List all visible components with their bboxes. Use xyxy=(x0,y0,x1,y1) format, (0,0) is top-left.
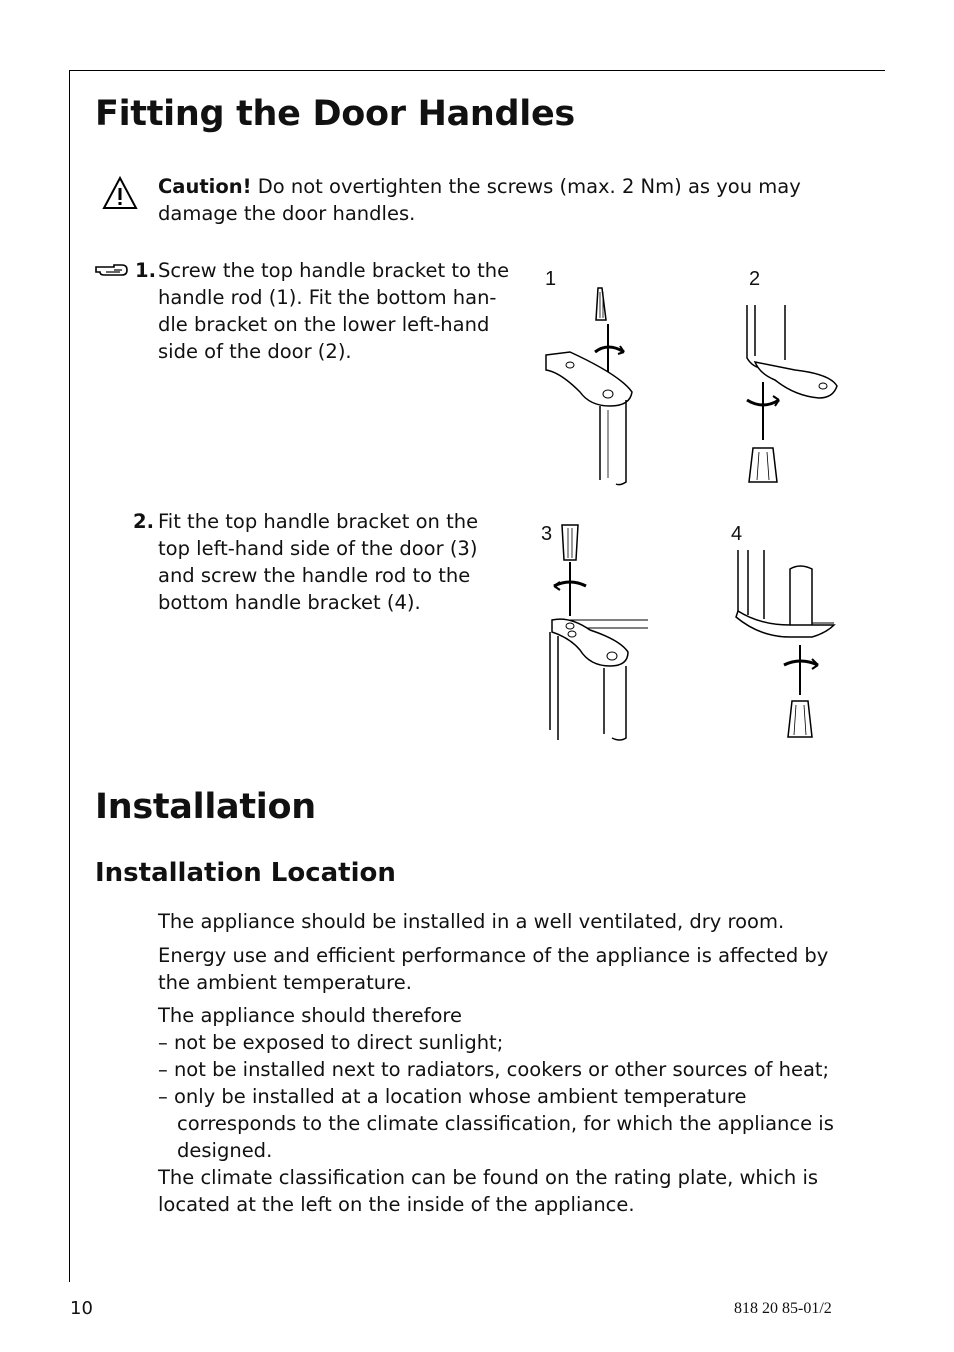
step-1-line: handle rod (1). Fit the bottom han- xyxy=(158,286,497,309)
list-item: – not be exposed to direct sunlight; xyxy=(158,1031,504,1054)
top-rule xyxy=(69,70,885,71)
page-number: 10 xyxy=(70,1298,93,1319)
step-2-line: and screw the handle rod to the xyxy=(158,564,471,587)
step-1-text xyxy=(158,257,509,365)
figure-label-3: 3 xyxy=(541,523,553,545)
paragraph-energy xyxy=(158,942,828,996)
left-rule xyxy=(69,70,70,1282)
step-2-line: Fit the top handle bracket on the xyxy=(158,510,479,533)
section-title-door-handles: Fitting the Door Handles xyxy=(95,94,575,134)
subsection-title-location: Installation Location xyxy=(95,858,396,888)
step-1-line: Screw the top handle bracket to the xyxy=(158,259,510,282)
caution-word: Caution! xyxy=(158,175,252,198)
paragraph-rating-plate-line: The climate classification can be found on the rating plate, which is xyxy=(158,1166,819,1189)
figure-label-2: 2 xyxy=(749,268,761,290)
requirements-intro: The appliance should therefore xyxy=(158,1004,463,1027)
pointing-hand-icon xyxy=(94,261,130,281)
caution-line-2: damage the door handles. xyxy=(158,202,416,225)
document-code: 818 20 85-01/2 xyxy=(734,1300,832,1317)
step-2-number: 2. xyxy=(133,510,154,533)
step-2-line: bottom handle bracket (4). xyxy=(158,591,421,614)
paragraph-energy-line: Energy use and efficient performance of the appliance is affected by xyxy=(158,944,829,967)
step-1-line: dle bracket on the lower left-hand xyxy=(158,313,490,336)
step-2-text xyxy=(158,508,478,616)
caution-text: Do not overtighten the screws (max. 2 Nm) as you may xyxy=(251,175,801,198)
caution-line-1 xyxy=(158,173,801,200)
step-2-line: top left-hand side of the door (3) xyxy=(158,537,478,560)
list-item: – not be installed next to radiators, cookers or other sources of heat; xyxy=(158,1058,830,1081)
list-item: – only be installed at a location whose ambient temperature xyxy=(158,1085,747,1108)
figure-label-4: 4 xyxy=(731,523,743,545)
figure-4-illustration xyxy=(730,545,845,745)
section-title-installation: Installation xyxy=(95,787,316,827)
warning-triangle-icon xyxy=(102,175,138,211)
list-item-continuation: corresponds to the climate classification, for which the appliance is xyxy=(177,1112,834,1135)
paragraph-rating-plate-line: located at the left on the inside of the appliance. xyxy=(158,1193,635,1216)
list-item-continuation: designed. xyxy=(177,1139,273,1162)
figure-1-illustration xyxy=(540,280,640,490)
step-1-line: side of the door (2). xyxy=(158,340,352,363)
figure-2-illustration xyxy=(735,300,845,490)
paragraph-energy-line: the ambient temperature. xyxy=(158,971,412,994)
paragraph-ventilated: The appliance should be installed in a well ventilated, dry room. xyxy=(158,910,785,933)
step-1-number: 1. xyxy=(135,259,156,282)
figure-3-illustration xyxy=(540,520,655,745)
figure-label-1: 1 xyxy=(545,268,557,290)
paragraph-requirements xyxy=(158,1002,834,1218)
